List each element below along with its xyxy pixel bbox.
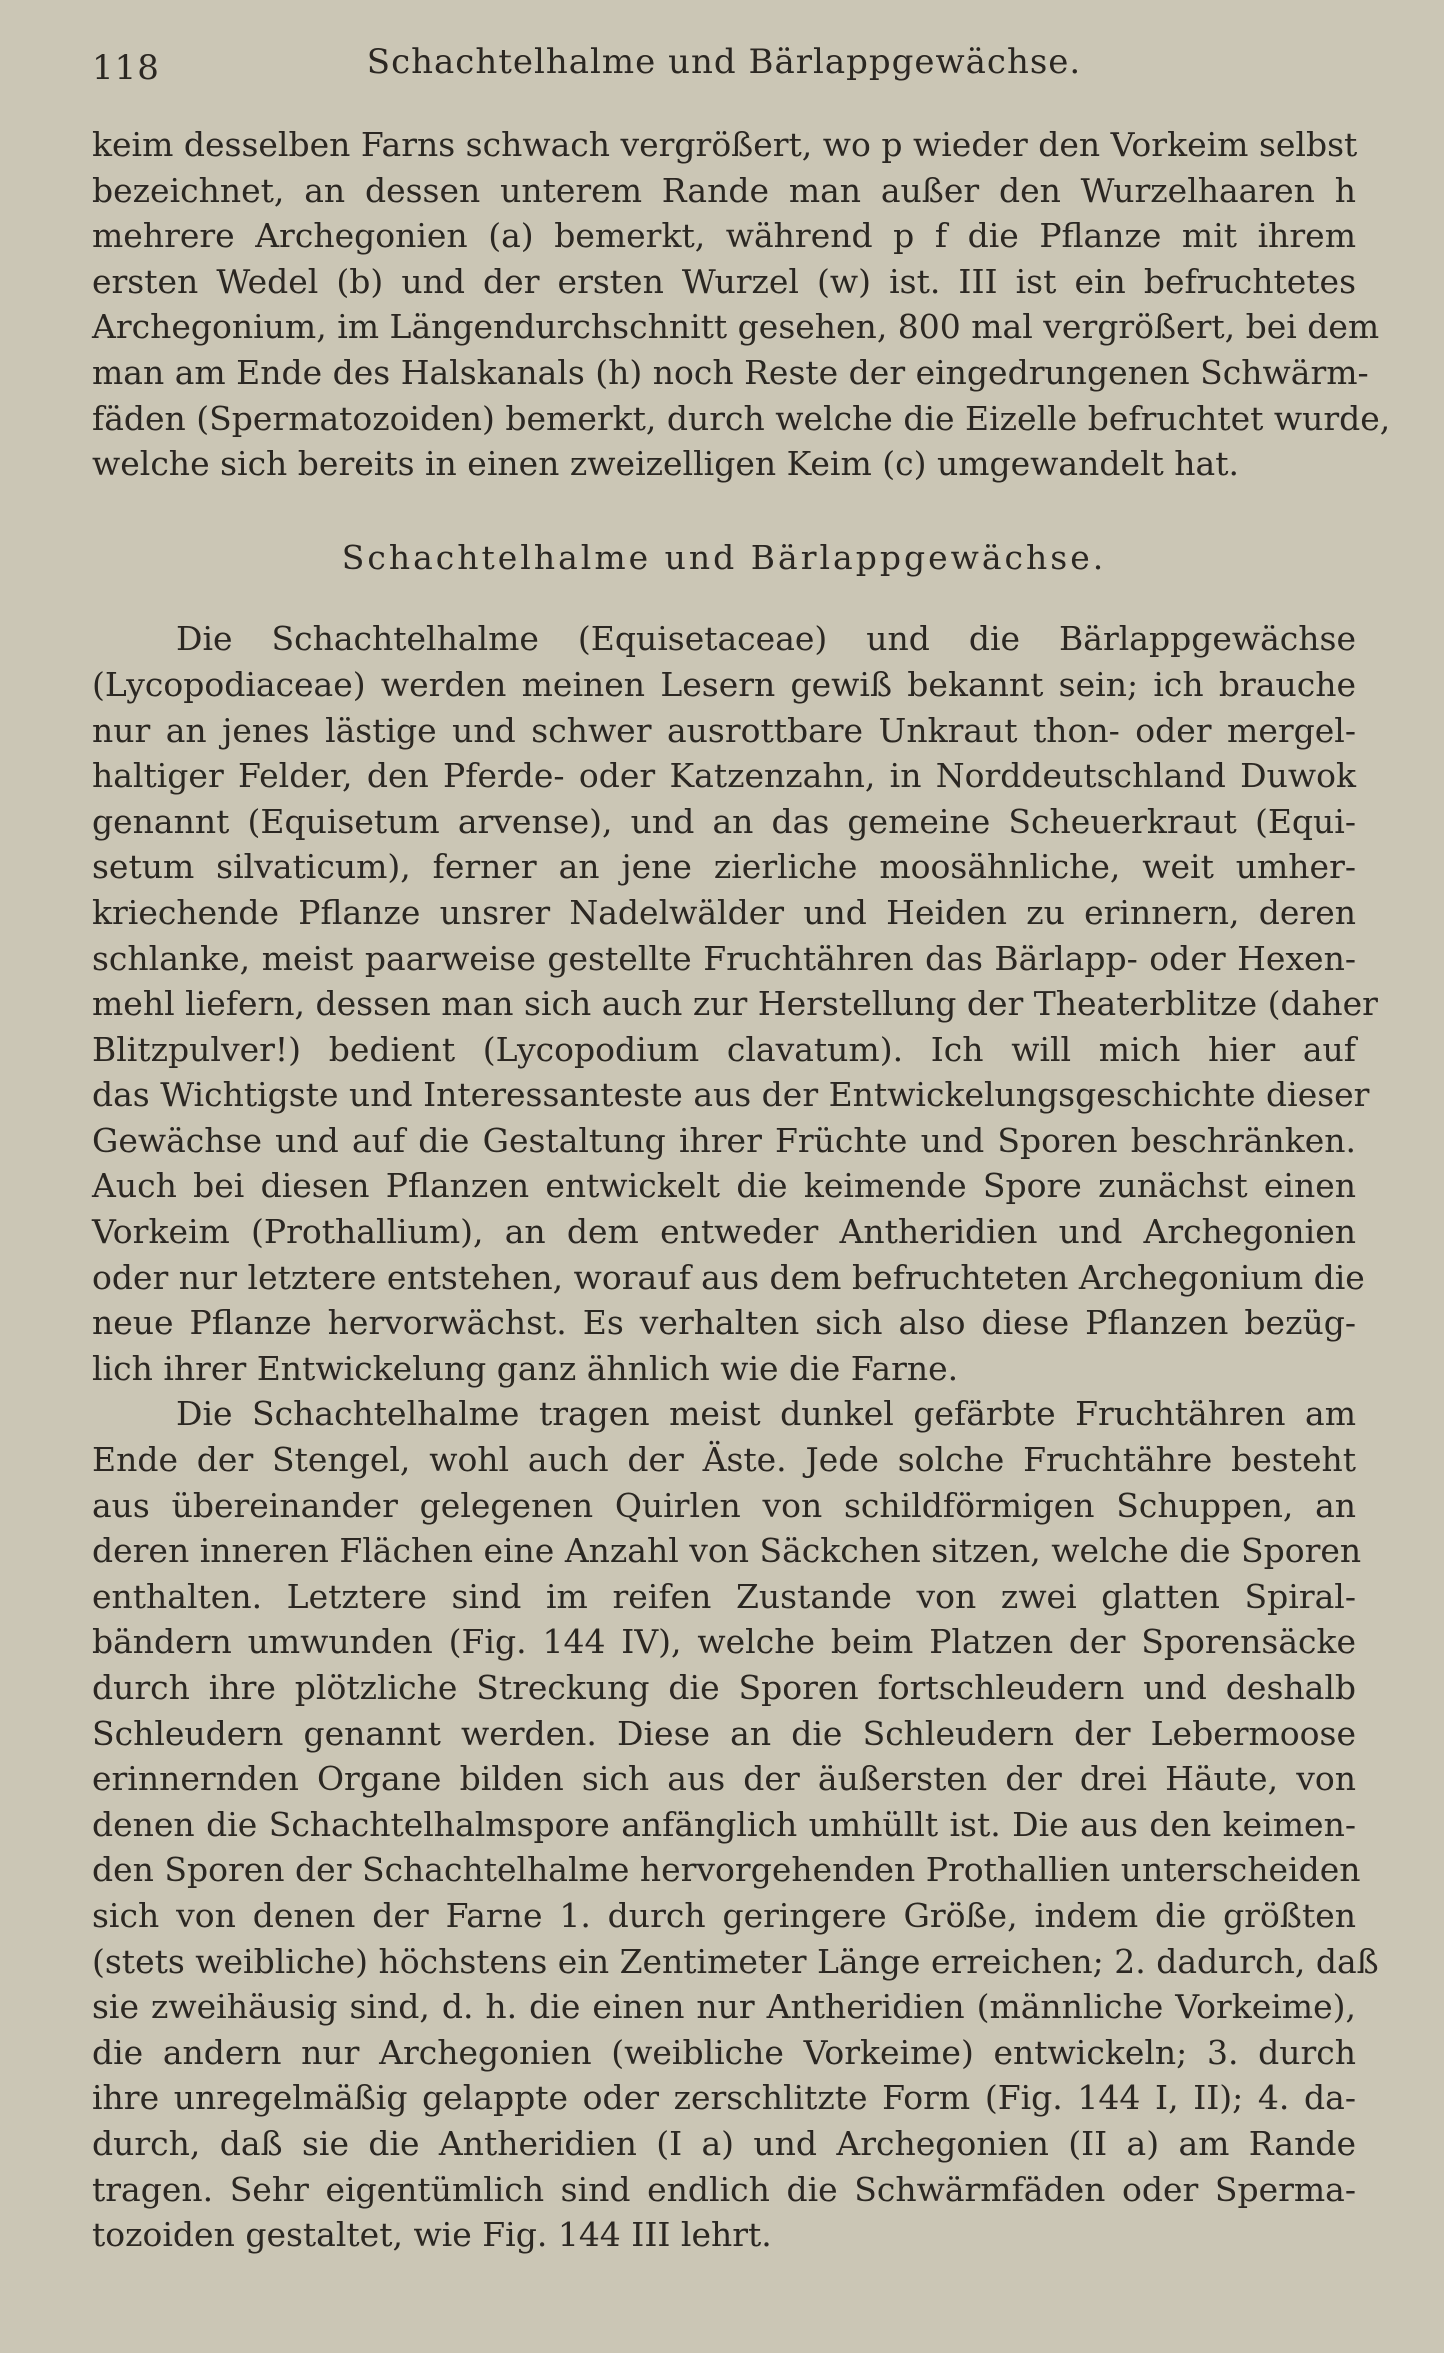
text-line: ersten Wedel (b) und der ersten Wurzel (w) ist. III ist ein befruchtetes: [92, 261, 1356, 301]
text-line: ihre unregelmäßig gelappte oder zerschlitzte Form (Fig. 144 I, II); 4. da-: [92, 2078, 1356, 2118]
text-line: Archegonium, im Längendurchschnitt gesehen, 800 mal vergrößert, bei dem: [92, 307, 1380, 347]
text-line: mehl liefern, dessen man sich auch zur Herstellung der Theaterblitze (daher: [92, 984, 1378, 1024]
text-line: nur an jenes lästige und schwer ausrottbare Unkraut thon- oder mergel-: [92, 710, 1356, 750]
text-line: mehrere Archegonien (a) bemerkt, während p f die Pflanze mit ihrem: [92, 216, 1356, 256]
text-line: sie zweihäusig sind, d. h. die einen nur Antheridien (männliche Vorkeime),: [92, 1987, 1356, 2027]
paragraph-schachtelhalme: [92, 1391, 1379, 2257]
text-line: (stets weibliche) höchstens ein Zentimeter Länge erreichen; 2. dadurch, daß: [92, 1941, 1379, 1981]
text-line: den Sporen der Schachtelhalme hervorgehenden Prothallien unterscheiden: [92, 1850, 1361, 1890]
paragraph-intro: [92, 616, 1378, 1391]
text-line: oder nur letztere entstehen, worauf aus dem befruchteten Archegonium die: [92, 1257, 1365, 1297]
text-line: Vorkeim (Prothallium), an dem entweder Antheridien und Archegonien: [92, 1212, 1356, 1252]
text-line: tragen. Sehr eigentümlich sind endlich die Schwärmfäden oder Sperma-: [92, 2169, 1356, 2209]
page-header: [92, 36, 1356, 92]
text-line: aus übereinander gelegenen Quirlen von schildförmigen Schuppen, an: [92, 1485, 1356, 1525]
text-line: Blitzpulver!) bedient (Lycopodium clavatum). Ich will mich hier auf: [92, 1029, 1356, 1069]
text-line: durch, daß sie die Antheridien (I a) und Archegonien (II a) am Rande: [92, 2123, 1356, 2163]
text-line: Die Schachtelhalme (Equisetaceae) und die Bärlappgewächse: [176, 619, 1356, 659]
text-line: Gewächse und auf die Gestaltung ihrer Früchte und Sporen beschränken.: [92, 1120, 1356, 1160]
text-line: bändern umwunden (Fig. 144 IV), welche beim Platzen der Sporensäcke: [92, 1622, 1356, 1662]
text-line: deren inneren Flächen eine Anzahl von Säckchen sitzen, welche die Sporen: [92, 1531, 1362, 1571]
text-line: welche sich bereits in einen zweizelligen Keim (c) umgewandelt hat.: [92, 444, 1239, 484]
section-heading: Schachtelhalme und Bärlappgewächse.: [341, 537, 1107, 577]
text-line: setum silvaticum), ferner an jene zierliche moosähnliche, weit umher-: [92, 847, 1356, 887]
text-line: genannt (Equisetum arvense), und an das gemeine Scheuerkraut (Equi-: [92, 801, 1356, 841]
text-line: Auch bei diesen Pflanzen entwickelt die keimende Spore zunächst einen: [92, 1166, 1356, 1206]
text-line: keim desselben Farns schwach vergrößert, wo p wieder den Vorkeim selbst: [92, 125, 1358, 164]
text-line: Die Schachtelhalme tragen meist dunkel gefärbte Fruchtähren am: [176, 1394, 1356, 1434]
running-head: Schachtelhalme und Bärlappgewächse.: [366, 42, 1082, 82]
text-line: fäden (Spermatozoiden) bemerkt, durch welche die Eizelle befruchtet wurde,: [92, 398, 1391, 438]
text-line: kriechende Pflanze unsrer Nadelwälder und Heiden zu erinnern, deren: [92, 892, 1356, 932]
text-line: die andern nur Archegonien (weibliche Vorkeime) entwickeln; 3. durch: [92, 2032, 1356, 2072]
text-line: man am Ende des Halskanals (h) noch Reste der eingedrungenen Schwärm-: [92, 352, 1369, 392]
text-line: enthalten. Letztere sind im reifen Zustande von zwei glatten Spiral-: [92, 1576, 1356, 1616]
text-line: bezeichnet, an dessen unterem Rande man außer den Wurzelhaaren h: [92, 170, 1356, 210]
text-line: tozoiden gestaltet, wie Fig. 144 III lehrt.: [92, 2215, 772, 2255]
page-body: [92, 122, 1391, 2258]
text-line: durch ihre plötzliche Streckung die Sporen fortschleudern und deshalb: [92, 1668, 1356, 1707]
text-line: denen die Schachtelhalmspore anfänglich umhüllt ist. Die aus den keimen-: [92, 1804, 1356, 1844]
text-line: neue Pflanze hervorwächst. Es verhalten sich also diese Pflanzen bezüg-: [92, 1303, 1356, 1343]
text-line: Ende der Stengel, wohl auch der Äste. Jede solche Fruchtähre besteht: [92, 1440, 1356, 1480]
text-line: das Wichtigste und Interessanteste aus der Entwickelungsgeschichte dieser: [92, 1075, 1370, 1115]
text-line: sich von denen der Farne 1. durch geringere Größe, indem die größten: [92, 1895, 1356, 1935]
text-line: Schleudern genannt werden. Diese an die Schleudern der Lebermoose: [92, 1713, 1356, 1753]
text-line: lich ihrer Entwickelung ganz ähnlich wie die Farne.: [92, 1348, 959, 1388]
page-number: 118: [92, 48, 160, 88]
paragraph-continuation: [92, 122, 1391, 487]
text-line: erinnernden Organe bilden sich aus der äußersten der drei Häute, von: [92, 1759, 1356, 1799]
text-line: haltiger Felder, den Pferde- oder Katzenzahn, in Norddeutschland Duwok: [92, 756, 1356, 796]
text-line: (Lycopodiaceae) werden meinen Lesern gewiß bekannt sein; ich brauche: [92, 664, 1356, 704]
text-line: schlanke, meist paarweise gestellte Fruchtähren das Bärlapp- oder Hexen-: [92, 938, 1356, 978]
